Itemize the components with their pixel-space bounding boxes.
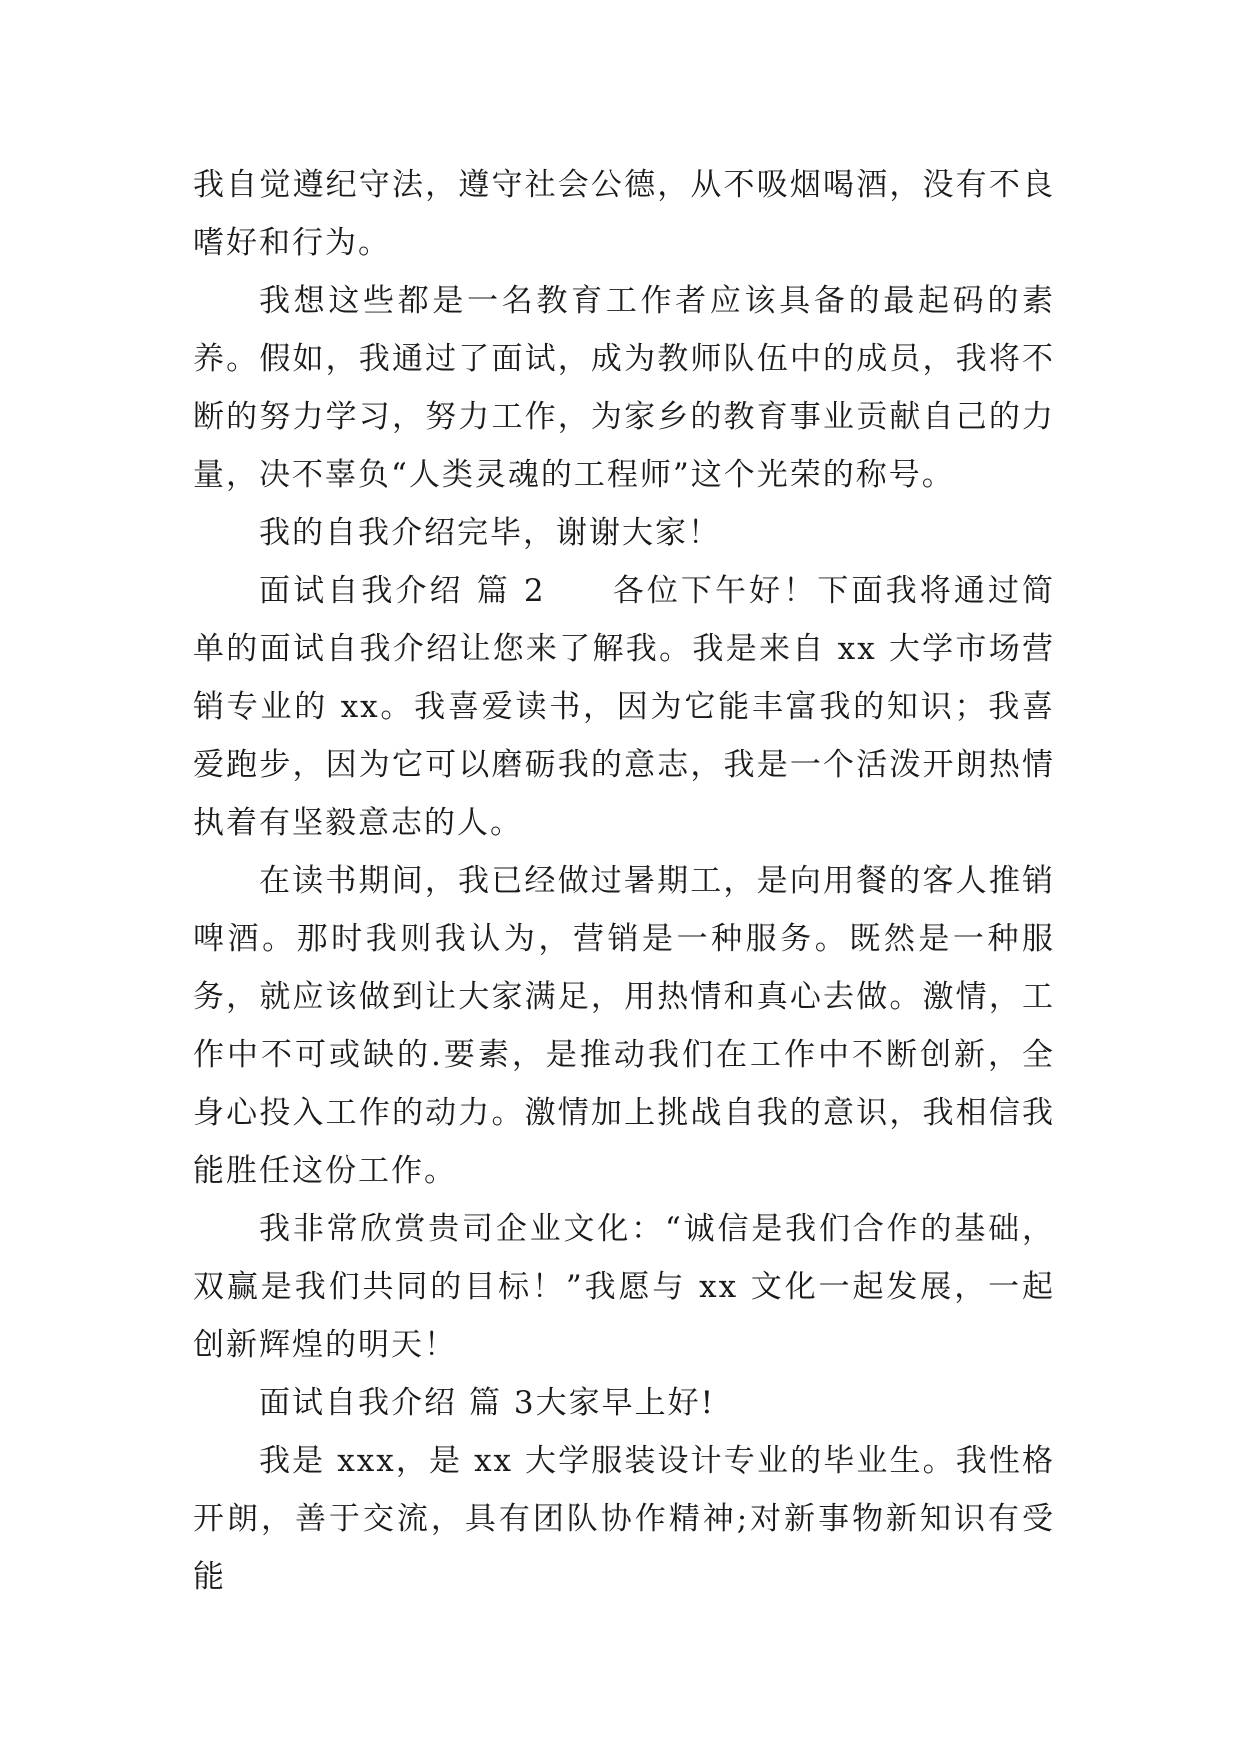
paragraph-section-3 bbox=[193, 1374, 1055, 1432]
paragraph-fashion-graduate: 我是 xxx，是 xx 大学服装设计专业的毕业生。我性格开朗，善于交流，具有团队协作精神;对新事物新知识有受能 bbox=[193, 1443, 1055, 1595]
section-3-heading: 面试自我介绍 bbox=[259, 1385, 457, 1421]
paragraph-educator-qualities: 我想这些都是一名教育工作者应该具备的最起码的素养。假如，我通过了面试，成为教师队伍中的成员，我将不断的努力学习，努力工作，为家乡的教育事业贡献自己的力量，决不辜负“人类灵魂的工程师”这个光荣的称号。 bbox=[193, 283, 1055, 493]
paragraph-company-culture: 我非常欣赏贵司企业文化：“诚信是我们合作的基础，双赢是我们共同的目标！”我愿与 xx 文化一起发展，一起创新辉煌的明天！ bbox=[193, 1211, 1055, 1363]
section-3-number: 篇 3 bbox=[469, 1385, 536, 1421]
section-2-body: 各位下午好！下面我将通过简单的面试自我介绍让您来了解我。我是来自 xx 大学市场营销专业的 xx。我喜爱读书，因为它能丰富我的知识；我喜爱跑步，因为它可以磨砺我的意志，我是一个活泼开朗热情执着有坚毅意志的人。 bbox=[193, 573, 1056, 841]
document-body bbox=[193, 156, 1055, 1606]
section-2-heading: 面试自我介绍 bbox=[259, 573, 464, 609]
paragraph-closing-thanks: 我的自我介绍完毕，谢谢大家！ bbox=[259, 515, 721, 551]
paragraph-summer-job: 在读书期间，我已经做过暑期工，是向用餐的客人推销啤酒。那时我则我认为，营销是一种服务。既然是一种服务，就应该做到让大家满足，用热情和真心去做。激情，工作中不可或缺的.要素，是推动我们在工作中不断创新，全身心投入工作的动力。激情加上挑战自我的意识，我相信我能胜任这份工作。 bbox=[193, 863, 1055, 1189]
paragraph-law-abiding: 我自觉遵纪守法，遵守社会公德，从不吸烟喝酒，没有不良嗜好和行为。 bbox=[193, 167, 1055, 261]
section-2-number: 篇 2 bbox=[475, 573, 546, 609]
section-3-body: 大家早上好! bbox=[535, 1385, 716, 1421]
paragraph-section-2 bbox=[193, 562, 1055, 852]
